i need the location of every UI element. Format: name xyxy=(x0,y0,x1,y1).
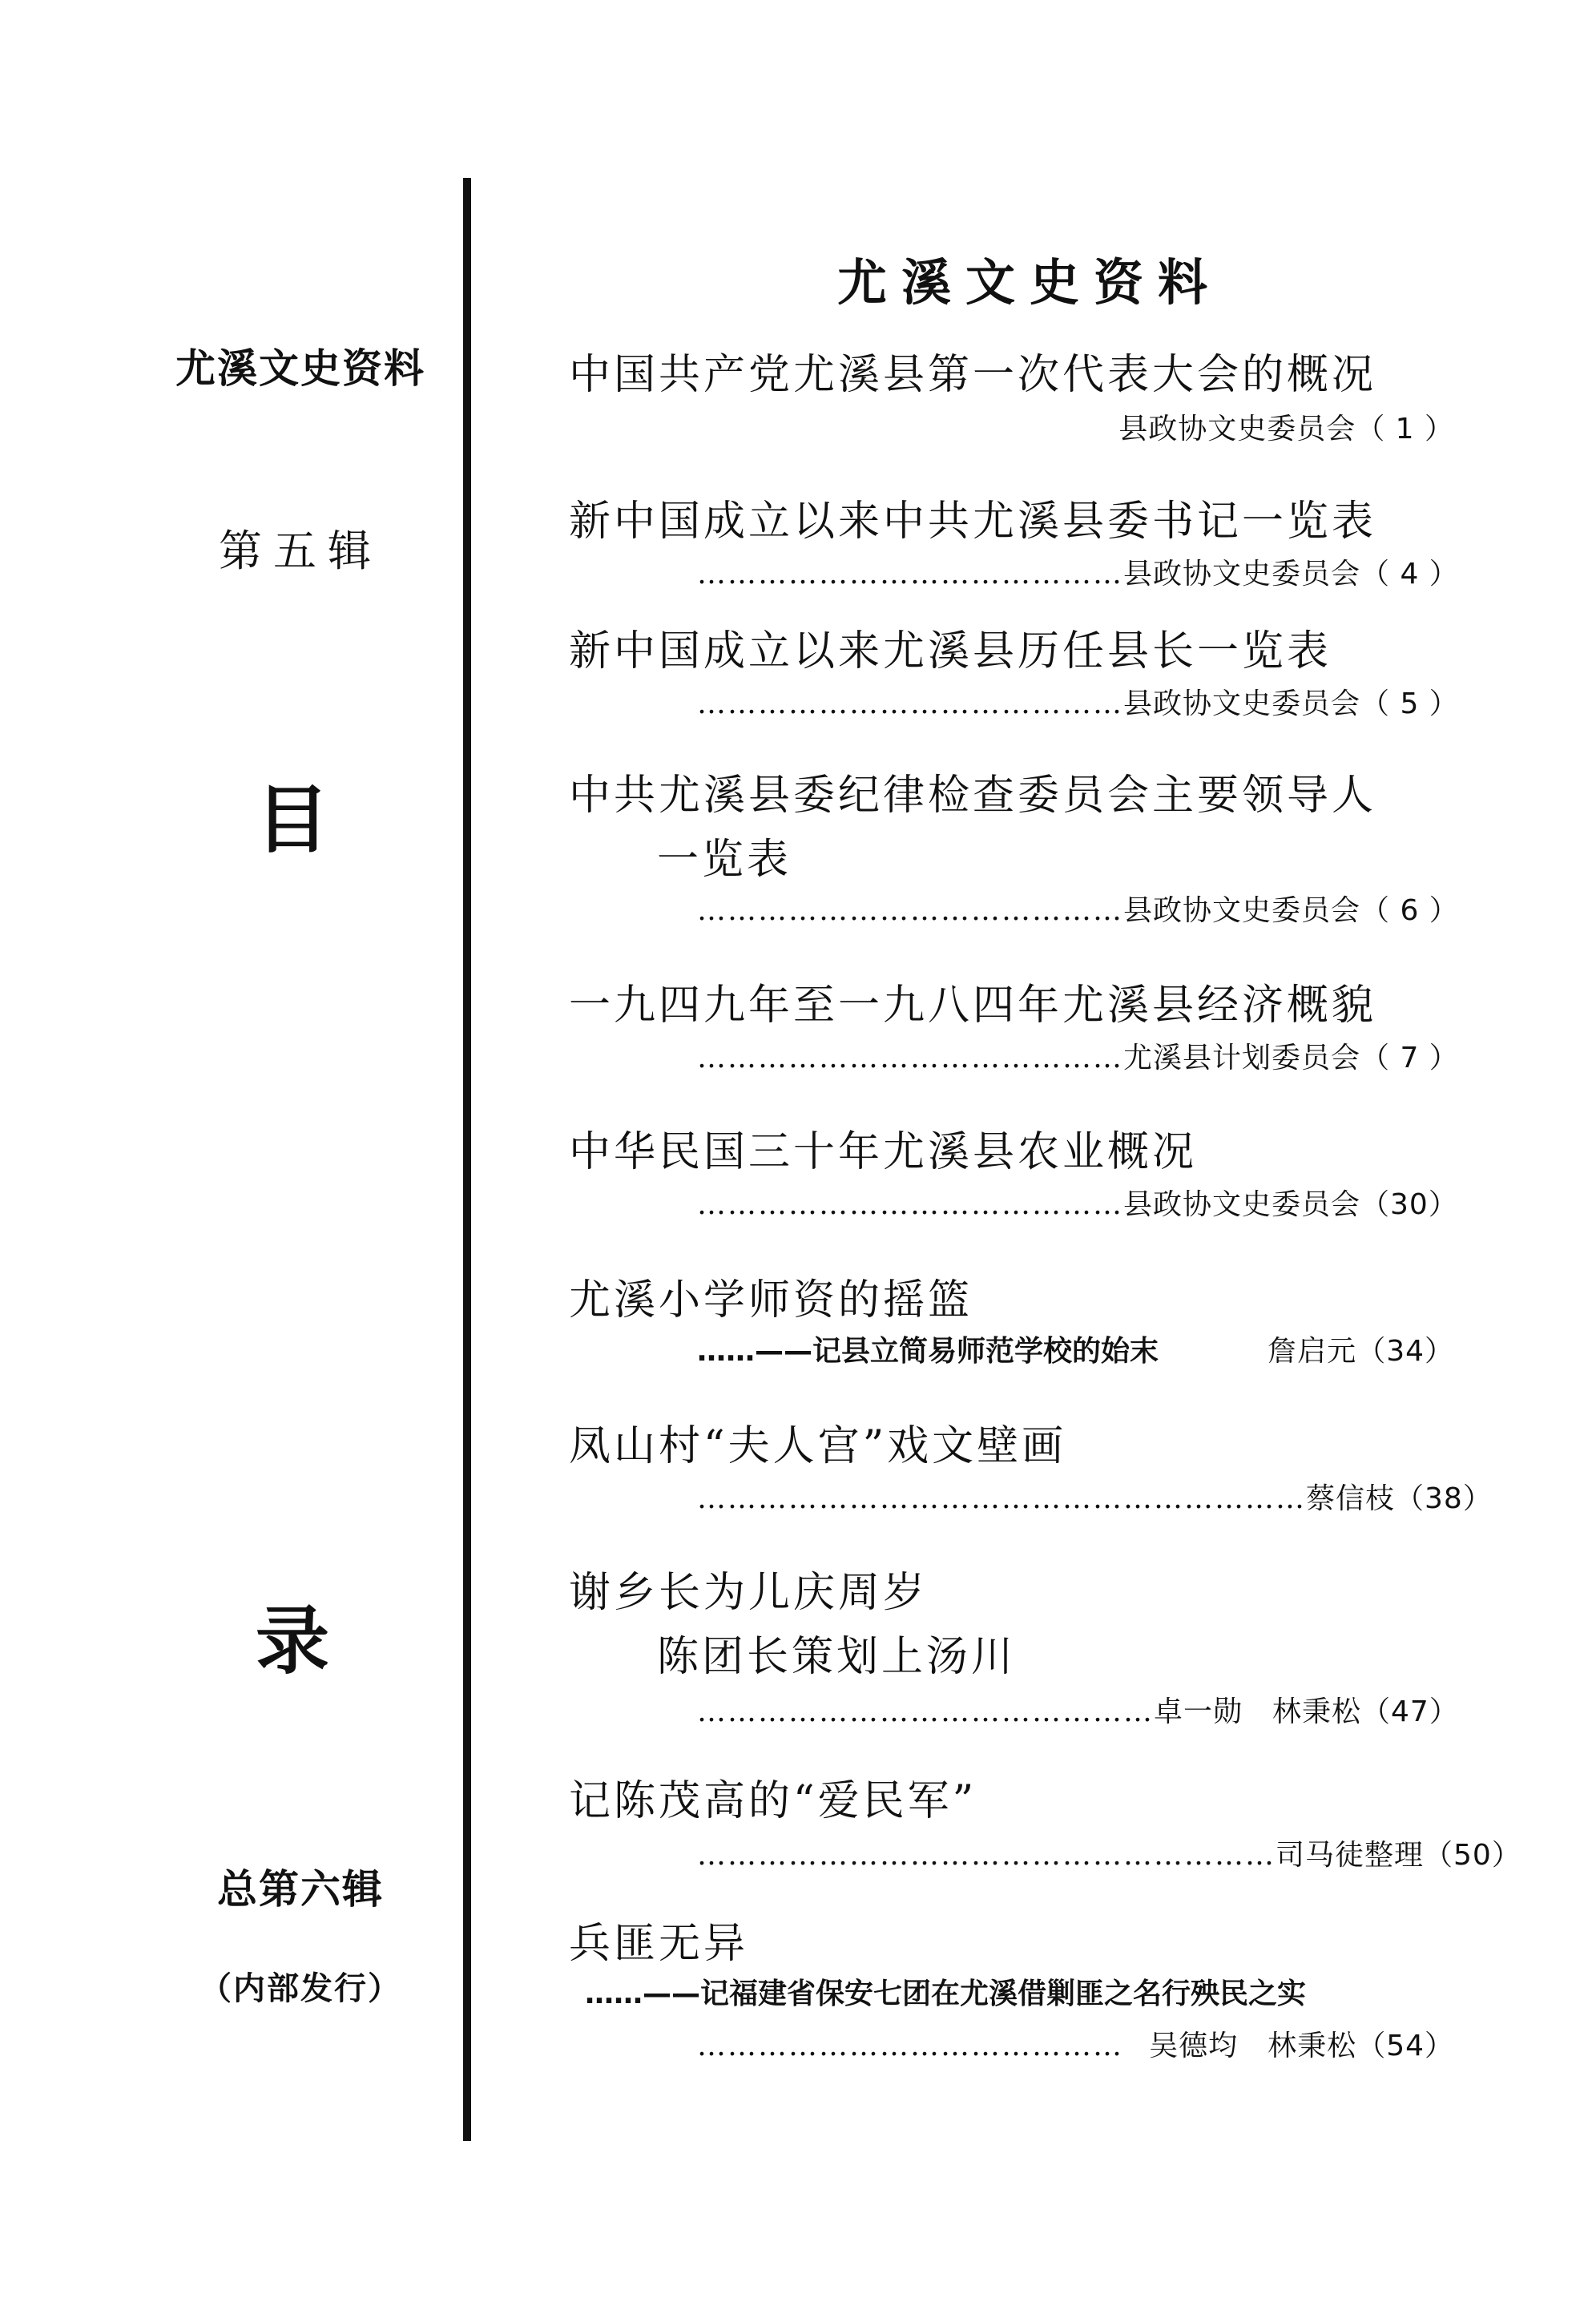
toc-entry-title[interactable]: 凤山村“夫人宫”戏文壁画 xyxy=(569,1422,1067,1470)
leader-dots: …………………………………… xyxy=(697,894,1123,927)
toc-char-lu: 录 xyxy=(255,1599,329,1684)
toc-entry-author: 尤溪县计划委员会 xyxy=(1123,1042,1361,1074)
toc-entry-title[interactable]: 谢乡长为儿庆周岁 xyxy=(569,1569,929,1617)
toc-entry-page: （38） xyxy=(1395,1482,1493,1515)
leader-dots: …………………………………… xyxy=(697,687,1123,720)
toc-entry-page: （ 5 ） xyxy=(1360,687,1459,720)
volume-label: 第五辑 xyxy=(219,526,382,576)
toc-entry-title-cont[interactable]: 一览表 xyxy=(657,836,792,884)
toc-entry-line xyxy=(697,551,1459,592)
leader-dots: …………………………………… xyxy=(697,1042,1123,1074)
toc-entry-page: （ 1 ） xyxy=(1356,413,1454,445)
toc-entry-page: （ 6 ） xyxy=(1360,894,1459,927)
toc-entry-author: 蔡信枝 xyxy=(1306,1482,1396,1515)
toc-entry-page: （ 7 ） xyxy=(1360,1042,1459,1074)
leader-dots: …………………………………… xyxy=(697,558,1123,591)
toc-entry-author: 吴德均 林秉松 xyxy=(1149,2030,1357,2062)
toc-entry-title[interactable]: 中华民国三十年尤溪县农业概况 xyxy=(569,1128,1198,1176)
toc-entry-line xyxy=(697,1328,1454,1369)
toc-entry-author: 县政协文史委员会 xyxy=(1123,687,1361,720)
leader-dots: …………………………………… xyxy=(697,1188,1123,1221)
toc-entry-subtitle: ……——记县立简易师范学校的始末 xyxy=(697,1335,1159,1368)
toc-entry-line xyxy=(697,2023,1454,2064)
toc-entry-subtitle: ……——记福建省保安七团在尤溪借剿匪之名行殃民之实 xyxy=(585,1977,1307,2010)
toc-entry-title[interactable]: 兵匪无异 xyxy=(569,1920,749,1968)
toc-entry-title-cont[interactable]: 陈团长策划上汤川 xyxy=(657,1633,1017,1681)
distribution-label: （内部发行） xyxy=(200,1970,401,2007)
toc-entry-page: （ 4 ） xyxy=(1360,558,1459,591)
toc-entry-page: （30） xyxy=(1360,1188,1458,1221)
toc-entry-author: 县政协文史委员会 xyxy=(1118,413,1356,445)
toc-entry-line xyxy=(697,888,1459,929)
toc-entry-line xyxy=(697,406,1454,447)
toc-entry-title[interactable]: 新中国成立以来尤溪县历任县长一览表 xyxy=(569,627,1332,675)
toc-entry-line xyxy=(697,1689,1459,1730)
leader-dots: …………………………………… xyxy=(697,2030,1123,2062)
series-name: 尤溪文史资料 xyxy=(175,345,425,392)
page-title: 尤溪文史资料 xyxy=(836,253,1222,312)
toc-entry-author: 县政协文史委员会 xyxy=(1123,894,1361,927)
toc-entry-page: （54） xyxy=(1356,2030,1454,2062)
toc-entry-page: （34） xyxy=(1356,1335,1454,1368)
toc-entry-page: （50） xyxy=(1424,1839,1521,1872)
toc-char-mu: 目 xyxy=(255,777,329,863)
toc-entry-title[interactable]: 中共尤溪县委纪律检查委员会主要领导人 xyxy=(569,772,1377,820)
toc-entry-line xyxy=(697,1035,1459,1076)
toc-entry-title[interactable]: 记陈茂高的“爱民军” xyxy=(569,1777,977,1825)
toc-entry-author: 詹启元 xyxy=(1268,1335,1357,1368)
toc-entry-title[interactable]: 新中国成立以来中共尤溪县委书记一览表 xyxy=(569,498,1377,546)
leader-dots: …………………………………………………… xyxy=(697,1482,1306,1515)
leader-dots: ………………………………………………… xyxy=(697,1839,1276,1872)
toc-entry-line xyxy=(697,1476,1493,1517)
toc-entry-page: （47） xyxy=(1361,1695,1459,1728)
toc-entry-author: 县政协文史委员会 xyxy=(1123,1188,1361,1221)
toc-entry-author: 司马徒整理 xyxy=(1276,1839,1425,1872)
toc-entry-title[interactable]: 尤溪小学师资的摇篮 xyxy=(569,1276,973,1324)
toc-entry-author: 卓一勋 林秉松 xyxy=(1154,1695,1362,1728)
toc-entry-line xyxy=(697,1182,1458,1223)
toc-entry-author: 县政协文史委员会 xyxy=(1123,558,1361,591)
total-volume-label: 总第六辑 xyxy=(217,1866,384,1913)
toc-entry-line xyxy=(697,681,1459,722)
toc-entry-line xyxy=(697,1832,1521,1873)
vertical-divider xyxy=(463,178,471,2141)
leader-dots: ……………………………………… xyxy=(697,1695,1154,1728)
toc-entry-title[interactable]: 一九四九年至一九八四年尤溪县经济概貌 xyxy=(569,982,1377,1030)
toc-entry-title[interactable]: 中国共产党尤溪县第一次代表大会的概况 xyxy=(569,351,1377,399)
